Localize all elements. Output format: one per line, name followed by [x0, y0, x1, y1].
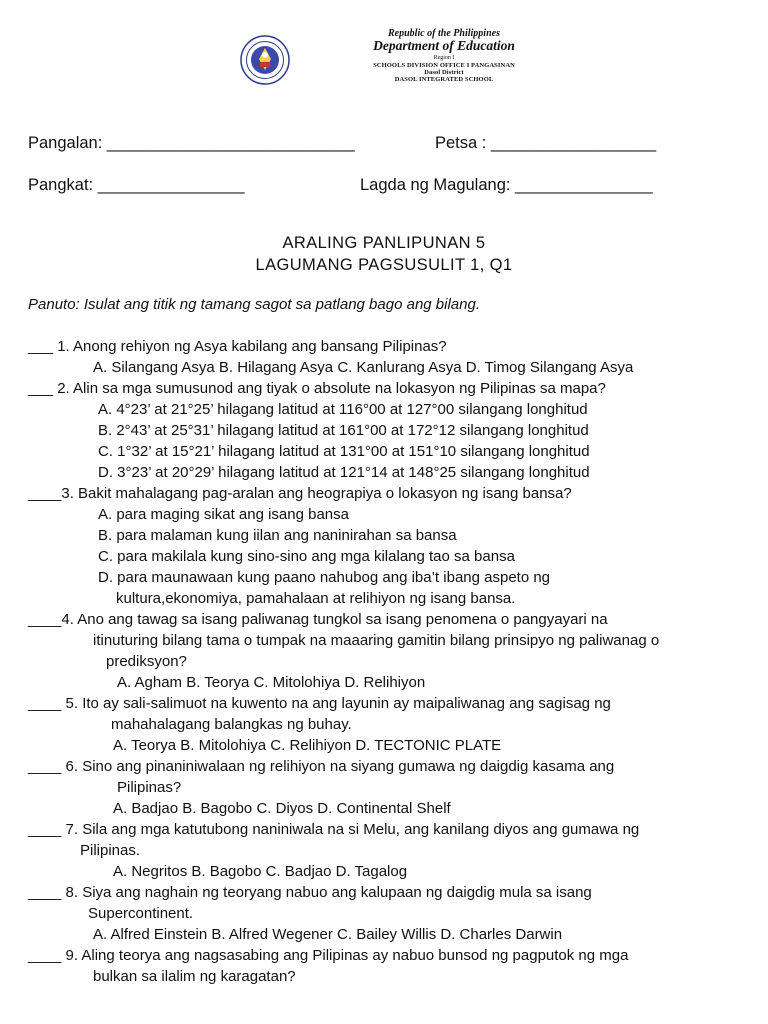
question-6-stem: ____ 6. Sino ang pinaniniwalaan ng relihiyon na siyang gumawa ng daigdig kasama ang	[28, 758, 615, 775]
header-division: SCHOOLS DIVISION OFFICE I PANGASINAN	[373, 62, 515, 69]
question-5-stem: ____ 5. Ito ay sali-salimuot na kuwento na ang layunin ay maipaliwanag ang sagisag ng	[28, 695, 611, 712]
question-1-stem: ___ 1. Anong rehiyon ng Asya kabilang ang bansang Pilipinas?	[28, 338, 447, 355]
field-pangkat[interactable]: Pangkat: ________________	[28, 176, 245, 194]
question-1-choices: A. Silangang Asya B. Hilagang Asya C. Kanlurang Asya D. Timog Silangang Asya	[93, 359, 634, 376]
header-district: Dasol District	[424, 69, 464, 76]
question-6-choices: A. Badjao B. Bagobo C. Diyos D. Continental Shelf	[113, 800, 451, 817]
field-petsa[interactable]: Petsa : __________________	[435, 134, 657, 152]
question-2-choice-c: C. 1°32’ at 15°21’ hilagang latitud at 131°00 at 151°10 silangang longhitud	[98, 443, 590, 460]
question-2-choice-a: A. 4°23’ at 21°25’ hilagang latitud at 116°00 at 127°00 silangang longhitud	[98, 401, 588, 418]
question-3-stem: ____3. Bakit mahalagang pag-aralan ang heograpiya o lokasyon ng isang bansa?	[28, 485, 572, 502]
field-pangalan[interactable]: Pangalan: ___________________________	[28, 134, 355, 152]
question-2-choice-d: D. 3°23’ at 20°29’ hilagang latitud at 121°14 at 148°25 silangang longhitud	[98, 464, 590, 481]
question-4-stem: ____4. Ano ang tawag sa isang paliwanag tungkol sa isang penomena o pangyayari na	[28, 611, 608, 628]
question-7-stem: ____ 7. Sila ang mga katutubong naniniwala na si Melu, ang kanilang diyos ang gumawa ng	[28, 821, 640, 838]
instructions: Panuto: Isulat ang titik ng tamang sagot sa patlang bago ang bilang.	[28, 296, 480, 313]
question-4-stem-cont2: prediksyon?	[106, 653, 187, 670]
question-2-choice-b: B. 2°43’ at 25°31’ hilagang latitud at 161°00 at 172°12 silangang longhitud	[98, 422, 589, 439]
question-8-choices: A. Alfred Einstein B. Alfred Wegener C. Bailey Willis D. Charles Darwin	[93, 926, 563, 943]
header-region: Region I	[433, 55, 455, 61]
header-republic: Republic of the Philippines	[388, 28, 500, 39]
field-lagda[interactable]: Lagda ng Magulang: _______________	[360, 176, 653, 194]
question-7-choices: A. Negritos B. Bagobo C. Badjao D. Tagalog	[113, 863, 408, 880]
question-3-choice-c: C. para makilala kung sino-sino ang mga kilalang tao sa bansa	[98, 548, 515, 565]
question-3-choice-a: A. para maging sikat ang isang bansa	[98, 506, 349, 523]
question-3-choice-d-cont: kultura,ekonomiya, pamahalaan at relihiyon ng isang bansa.	[116, 590, 516, 607]
question-4-stem-cont: itinuturing bilang tama o tumpak na maaaring gamitin bilang prinsipyo ng paliwanag o	[93, 632, 660, 649]
header-school: DASOL INTEGRATED SCHOOL	[394, 76, 494, 83]
question-4-choices: A. Agham B. Teorya C. Mitolohiya D. Relihiyon	[117, 674, 426, 691]
question-8-stem: ____ 8. Siya ang naghain ng teoryang nabuo ang kalupaan ng daigdig mula sa isang	[28, 884, 592, 901]
exam-title-subject: ARALING PANLIPUNAN 5	[282, 234, 486, 252]
question-3-choice-d: D. para maunawaan kung paano nahubog ang iba’t ibang aspeto ng	[98, 569, 551, 586]
question-9-stem: ____ 9. Aling teorya ang nagsasabing ang Pilipinas ay nabuo bunsod ng pagputok ng mga	[28, 947, 629, 964]
header-department: Department of Education	[373, 38, 515, 53]
question-9-stem-cont: bulkan sa ilalim ng karagatan?	[93, 968, 296, 985]
question-8-stem-cont: Supercontinent.	[88, 905, 194, 922]
question-7-stem-cont: Pilipinas.	[80, 842, 141, 859]
question-5-choices: A. Teorya B. Mitolohiya C. Relihiyon D. TECTONIC PLATE	[113, 737, 502, 754]
question-3-choice-b: B. para malaman kung iilan ang naninirahan sa bansa	[98, 527, 457, 544]
question-2-stem: ___ 2. Alin sa mga sumusunod ang tiyak o absolute na lokasyon ng Pilipinas sa mapa?	[28, 380, 606, 397]
exam-title-test: LAGUMANG PAGSUSULIT 1, Q1	[255, 256, 513, 274]
question-6-stem-cont: Pilipinas?	[117, 779, 182, 796]
question-5-stem-cont: mahahalagang balangkas ng buhay.	[111, 716, 352, 733]
